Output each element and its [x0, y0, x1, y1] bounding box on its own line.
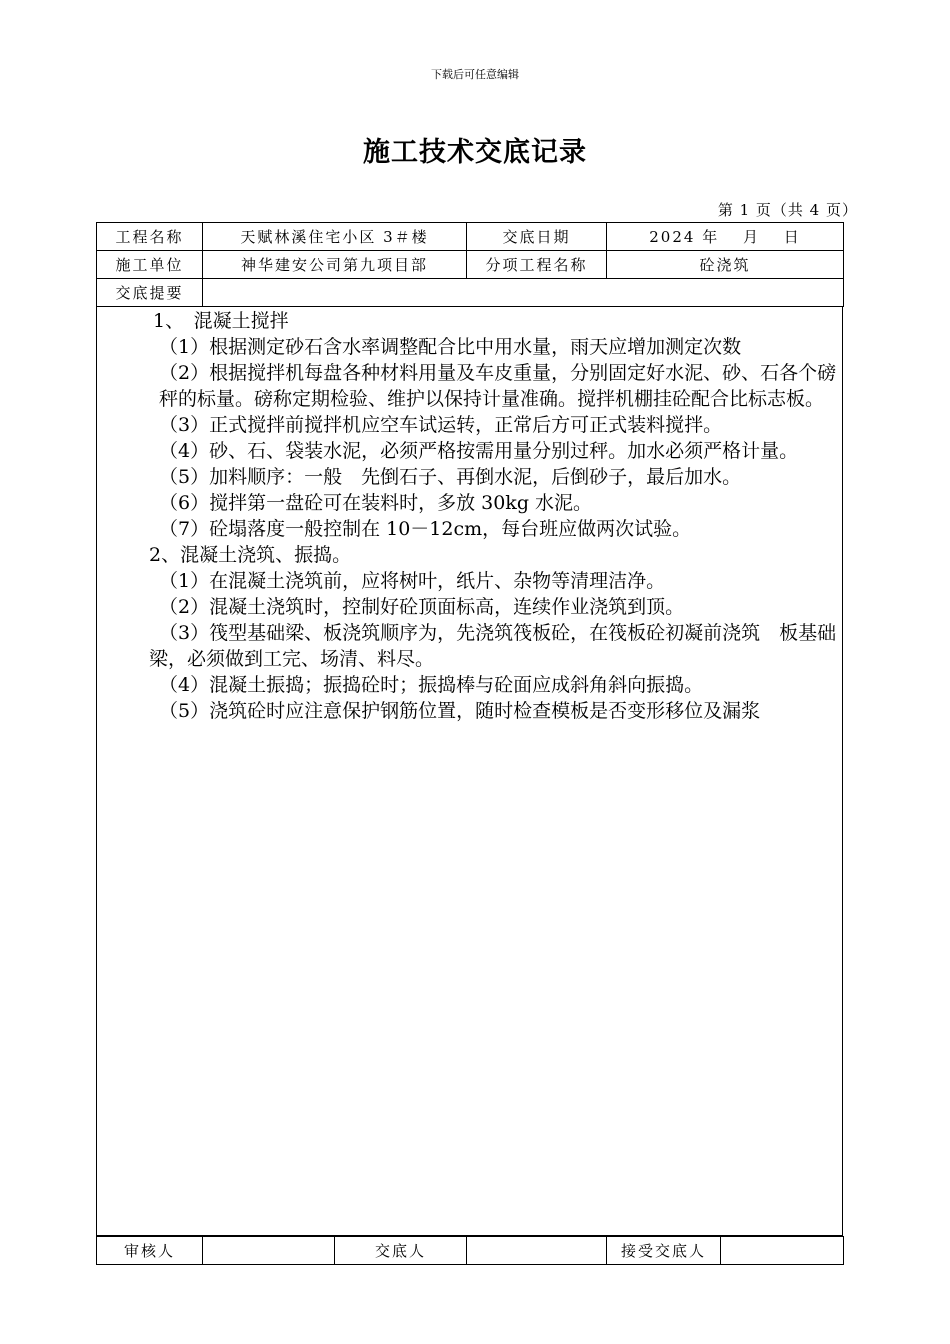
- content-line: （3）筏型基础梁、板浇筑顺序为，先浇筑筏板砼，在筏板砼初凝前浇筑 板基础梁，必须做到工完、场清、料尽。: [149, 622, 837, 670]
- receiver-field[interactable]: [721, 1237, 844, 1265]
- sub-project-value: 砼浇筑: [607, 251, 844, 279]
- content-line: （7）砼塌落度一般控制在 10－12cm，每台班应做两次试验。: [159, 518, 692, 540]
- reviewer-field[interactable]: [203, 1237, 335, 1265]
- content-line: （1）在混凝土浇筑前，应将树叶，纸片、杂物等清理洁净。: [159, 570, 666, 592]
- date-value: 2024 年 月 日: [607, 223, 844, 251]
- summary-value: [203, 279, 844, 307]
- page-title: 施工技术交底记录: [363, 137, 587, 168]
- content-line: 1、 混凝土搅拌: [153, 310, 289, 332]
- page-number: 第 1 页（共 4 页）: [717, 201, 858, 219]
- discloser-field[interactable]: [467, 1237, 607, 1265]
- content-line: （6）搅拌第一盘砼可在装料时，多放 30kg 水泥。: [159, 492, 593, 514]
- sub-project-label: 分项工程名称: [467, 251, 607, 279]
- content-line: （5）加料顺序：一般 先倒石子、再倒水泥，后倒砂子，最后加水。: [159, 466, 742, 488]
- discloser-label: 交底人: [335, 1237, 467, 1265]
- table-row: [97, 279, 844, 307]
- content-body: [149, 308, 839, 724]
- content-line: （3）正式搅拌前搅拌机应空车试运转，正常后方可正式装料搅拌。: [159, 414, 723, 436]
- content-box: [96, 306, 843, 1236]
- content-line: （1）根据测定砂石含水率调整配合比中用水量，雨天应增加测定次数: [159, 336, 742, 358]
- content-line: （2）混凝土浇筑时，控制好砼顶面标高，连续作业浇筑到顶。: [159, 596, 685, 618]
- content-line: （4）混凝土振捣；振捣砼时；振捣棒与砼面应成斜角斜向振捣。: [159, 674, 704, 696]
- signature-table: [96, 1236, 844, 1265]
- content-line: （2）根据搅拌机每盘各种材料用量及车皮重量，分别固定好水泥、砂、石各个磅秤的标量。磅称定期检验、维护以保持计量准确。搅拌机棚挂砼配合比标志板。: [159, 362, 837, 410]
- header-note: 下载后可任意编辑: [431, 68, 519, 81]
- table-row: [97, 223, 844, 251]
- table-row: [97, 251, 844, 279]
- unit-label: 施工单位: [97, 251, 203, 279]
- receiver-label: 接受交底人: [607, 1237, 721, 1265]
- table-row: [97, 1237, 844, 1265]
- content-line: （5）浇筑砼时应注意保护钢筋位置，随时检查模板是否变形移位及漏浆: [159, 700, 761, 722]
- project-name-label: 工程名称: [97, 223, 203, 251]
- date-label: 交底日期: [467, 223, 607, 251]
- summary-label: 交底提要: [97, 279, 203, 307]
- info-table: [96, 222, 844, 307]
- content-line: （4）砂、石、袋装水泥，必须严格按需用量分别过秤。加水必须严格计量。: [159, 440, 799, 462]
- content-line: 2、混凝土浇筑、振捣。: [149, 544, 352, 566]
- reviewer-label: 审核人: [97, 1237, 203, 1265]
- unit-value: 神华建安公司第九项目部: [203, 251, 467, 279]
- project-name-value: 天赋林溪住宅小区 3＃楼: [203, 223, 467, 251]
